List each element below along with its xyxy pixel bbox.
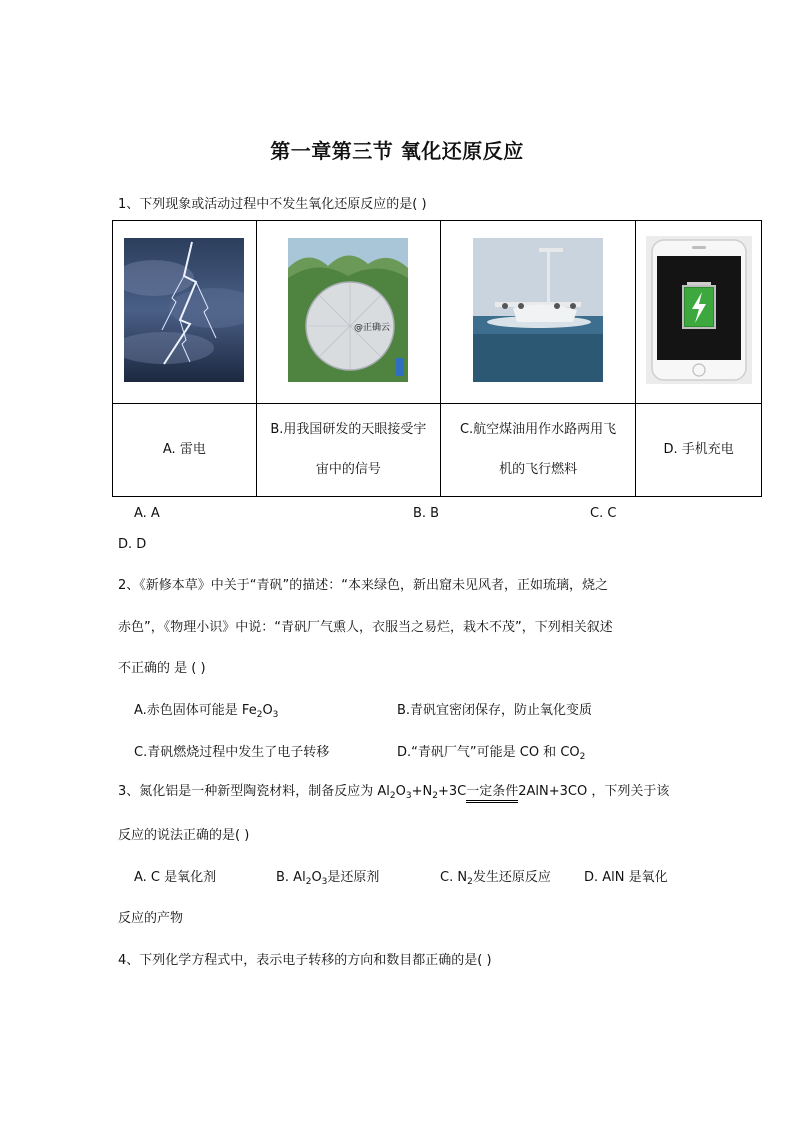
q2-option-d: D.“青矾厂气”可能是 CO 和 $CO_2$ [397, 745, 586, 762]
cell-a-image [113, 221, 257, 404]
watermark-text: @正确云 [354, 323, 391, 333]
q2-stem-line3: 不正确的 是 ( ) [118, 661, 206, 676]
q3-option-c: C. $N_2$发生还原反应 [440, 870, 551, 887]
q3-stem-line2: 反应的说法正确的是( ) [118, 828, 250, 843]
option-d-label: D. 手机充电 [663, 442, 734, 457]
q1-options-table [112, 220, 762, 497]
option-a-cell [113, 404, 257, 497]
reaction-condition: 一定条件 [466, 784, 518, 803]
telescope-image [288, 238, 408, 382]
option-a-label: A. 雷电 [162, 442, 206, 457]
option-b-label-line2: 宙中的信号 [315, 462, 381, 477]
cell-c-image [440, 221, 635, 404]
q3-option-d: D. AlN 是氧化 [584, 870, 668, 885]
option-d-cell [636, 404, 762, 497]
q3-stem-line1: 3、氮化铝是一种新型陶瓷材料，制备反应为 $Al_2O_3+N_2+3C$一定条件2AlN+3CO ，下列关于该 [118, 784, 670, 801]
q4-stem: 4、下列化学方程式中，表示电子转移的方向和数目都正确的是( ) [118, 953, 492, 968]
option-c-label-line2: 机的飞行燃料 [499, 462, 578, 477]
option-c-label-line1: C.航空煤油用作水路两用飞 [459, 422, 617, 437]
option-b-label-line1: B.用我国研发的天眼接受宇 [270, 422, 427, 437]
q3-option-d-continued: 反应的产物 [118, 911, 184, 926]
q2-option-c: C.青矾燃烧过程中发生了电子转移 [134, 745, 330, 760]
option-c-cell [440, 404, 635, 497]
q1-option-a: A. A [134, 506, 160, 521]
page-title: 第一章第三节 氧化还原反应 [270, 139, 524, 163]
cell-d-image [636, 221, 762, 404]
q2-stem-line1: 2、《新修本草》中关于“青矾”的描述：“本来绿色，新出窟未见风者，正如琉璃，烧之 [118, 578, 608, 593]
q1-option-c: C. C [590, 506, 617, 521]
q3-option-b: B. $Al_2O_3$是还原剂 [276, 870, 380, 887]
lightning-image [124, 238, 244, 382]
q3-option-a: A. C 是氧化剂 [134, 870, 217, 885]
q2-stem-line2: 赤色”，《物理小识》中说：“青矾厂气熏人，衣服当之易烂，栽木不茂”，下列相关叙述 [118, 620, 613, 635]
q2-option-a: A.赤色固体可能是 $Fe_2O_3$ [134, 703, 279, 720]
seaplane-image [473, 238, 603, 382]
q1-stem: 1、下列现象或活动过程中不发生氧化还原反应的是( ) [118, 197, 427, 212]
phone-charging-image [646, 236, 752, 384]
q1-option-b: B. B [413, 506, 440, 521]
q1-option-d: D. D [118, 537, 147, 552]
cell-b-image [256, 221, 440, 404]
q2-option-b: B.青矾宜密闭保存，防止氧化变质 [397, 703, 593, 718]
option-b-cell [256, 404, 440, 497]
